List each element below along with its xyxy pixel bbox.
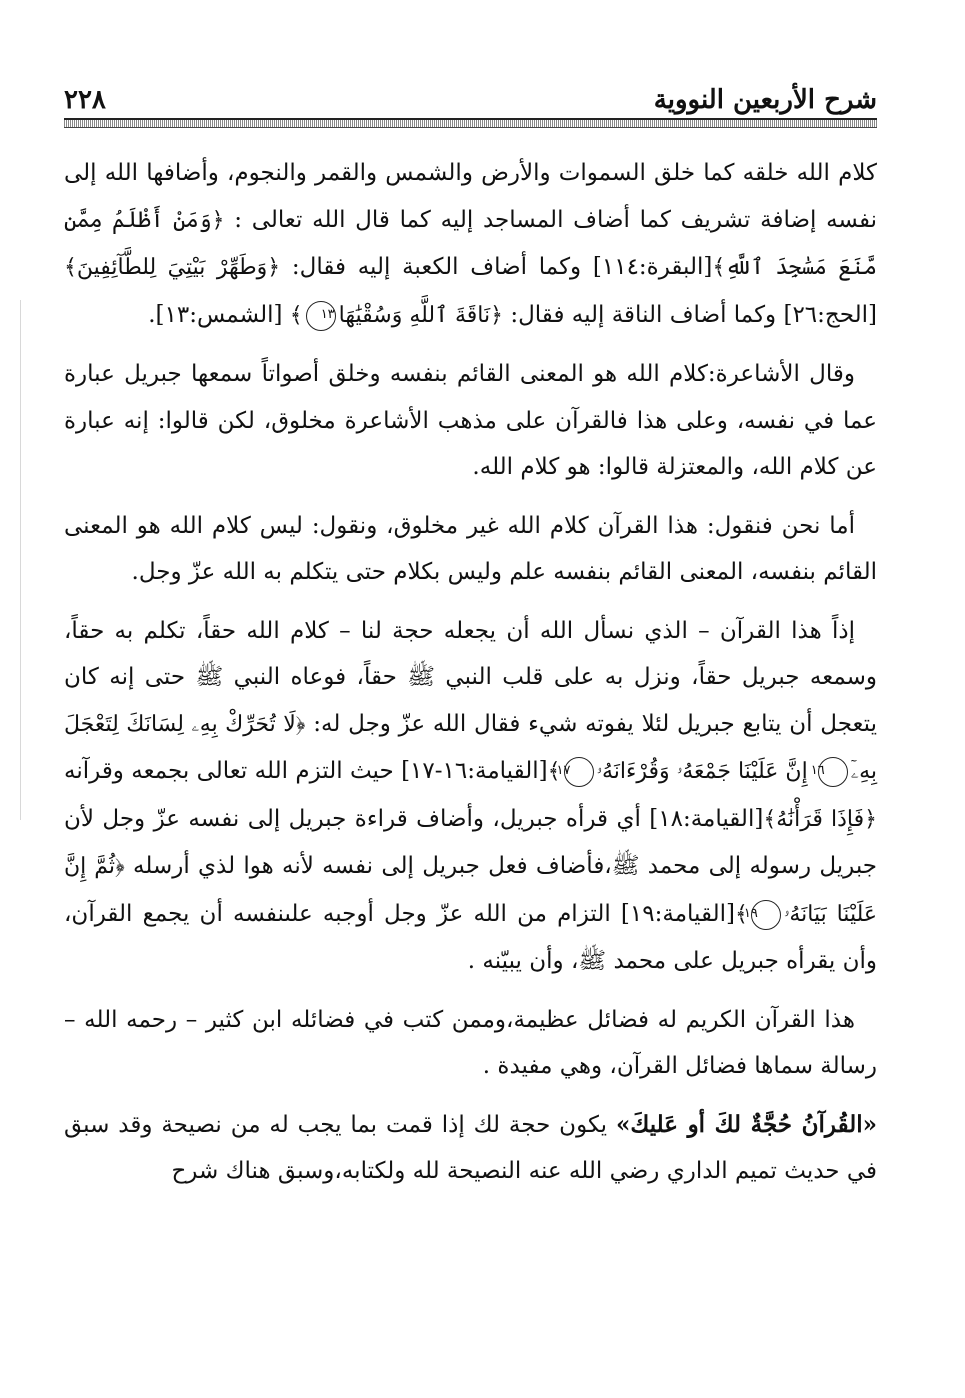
paragraph-text: [القيامة:١٩] التزام من الله عزّ وجل أوجبه علىنفسه أن يجمع القرآن، وأن يقرأه جبريل على محمد ﷺ، وأن يبيّنه . — [64, 900, 877, 974]
paragraph-text: يكون حجة لك إذا قمت بما يجب له من نصيحة وقد سبق في حديث تميم الداري رضي الله عنه النصيحة لله ولكتابه،وسبق هناك شرح — [64, 1111, 877, 1184]
ayah-number-marker: ١٧ — [564, 757, 594, 787]
ayah-number-marker: ١٩ — [751, 900, 781, 930]
page-number: ٢٢٨ — [64, 85, 106, 115]
scan-margin-line — [20, 300, 21, 820]
body-text — [64, 150, 877, 1207]
ayah-number-marker: ١٣ — [306, 301, 336, 331]
quran-verse: ﴿لَا تُحَرِّكْ بِهِۦ لِسَانَكَ لِتَعْجَلَ بِهِۦٓ — [64, 711, 877, 784]
quran-verse: ﴿وَطَهِّرْ بَيْتِيَ لِلطَّآئِفِينَ﴾ — [64, 255, 281, 280]
paragraph — [64, 503, 877, 596]
ayah-number-marker: ١٦ — [818, 757, 848, 787]
quran-verse: ﴾ — [734, 901, 748, 927]
quran-verse: ﴿نَاقَةَ ٱللَّهِ وَسُقْيَٰهَا — [338, 302, 504, 328]
paragraph-text: إذاً هذا القرآن – الذي نسأل الله أن يجعله حجة لنا – كلام الله حقاً، تكلم به حقاً، وسمعه جبريل حقاً، ونزل به على قلب النبي ﷺ حقاً، فوعاه النبي ﷺ حتى إنه كان يتعجل أن يتابع جبريل لئلا يفوته شيء فقال الله عزّ وجل له: — [64, 617, 877, 737]
paragraph-text: [البقرة:١١٤] وكما أضاف الكعبة إليه فقال: — [280, 254, 713, 280]
paragraph — [64, 150, 877, 339]
paragraph — [64, 997, 877, 1090]
paragraph-text: [القيامة:١٨] أي قرأه جبريل، وأضاف قراءة جبريل إلى نفسه عزّ وجل لأن جبريل رسوله إلى محمد ﷺ،فأضاف فعل جبريل إلى نفسه لأنه هوا لذي أرسله — [64, 805, 877, 879]
paragraph — [64, 608, 877, 985]
quran-verse: ﴿وَمَنْ أَظْلَمُ مِمَّن مَّنَعَ مَسَٰجِدَ ٱللَّهِ﴾ — [64, 207, 877, 280]
quran-verse: إِنَّ عَلَيْنَا جَمْعَهُۥ وَقُرْءَانَهُۥ — [596, 759, 815, 784]
quran-verse: ﴾ — [547, 759, 561, 784]
hadith-quote: «القُرآنُ حُجَّةٌ لكَ أو عَليكَ» — [615, 1110, 877, 1138]
paragraph-text: [الحج:٢٦] وكما أضاف الناقة إليه فقال: — [503, 301, 877, 328]
quran-verse: ﴿ثُمَّ إِنَّ عَلَيْنَا بَيَانَهُۥ — [64, 854, 877, 927]
paragraph-text: [القيامة:١٦-١٧] حيث التزم الله تعالى بجمعه وقرآنه — [64, 758, 548, 784]
paragraph — [64, 351, 877, 491]
quran-verse: ﴿فَإِذَا قَرَأْنَٰهُ﴾ — [763, 806, 878, 832]
quran-verse: ﴾ — [289, 302, 303, 328]
paragraph-text: كلام الله خلقه كما خلق السموات والأرض والشمس والقمر والنجوم، وأضافها الله إلى نفسه إضافة تشريف كما أضاف المساجد إليه كما قال الله تعالى : — [64, 160, 877, 233]
paragraph — [64, 1102, 877, 1195]
paragraph-text: [الشمس:١٣]. — [148, 301, 290, 328]
header-rule — [64, 118, 877, 128]
running-title: شرح الأربعين النووية — [653, 85, 877, 115]
paragraph-text: وقال الأشاعرة:كلام الله هو المعنى القائم بنفسه وخلق أصواتاً سمعها جبريل عبارة عما في نفسه، وعلى هذا فالقرآن على مذهب الأشاعرة مخلوق، لكن قالوا: إنه عبارة عن كلام الله، والمعتزلة قالوا: هو كلام الله. — [64, 361, 877, 480]
paragraph-text: هذا القرآن الكريم له فضائل عظيمة،وممن كتب في فضائله ابن كثير – رحمه الله – رسالة سماها فضائل القرآن، وهي مفيدة . — [64, 1006, 877, 1079]
paragraph-text: أما نحن فنقول: هذا القرآن كلام الله غير مخلوق، ونقول: ليس كلام الله هو المعنى القائم بنفسه، المعنى القائم بنفسه علم وليس بكلام حتى يتكلم به الله عزّ وجل. — [64, 512, 877, 585]
